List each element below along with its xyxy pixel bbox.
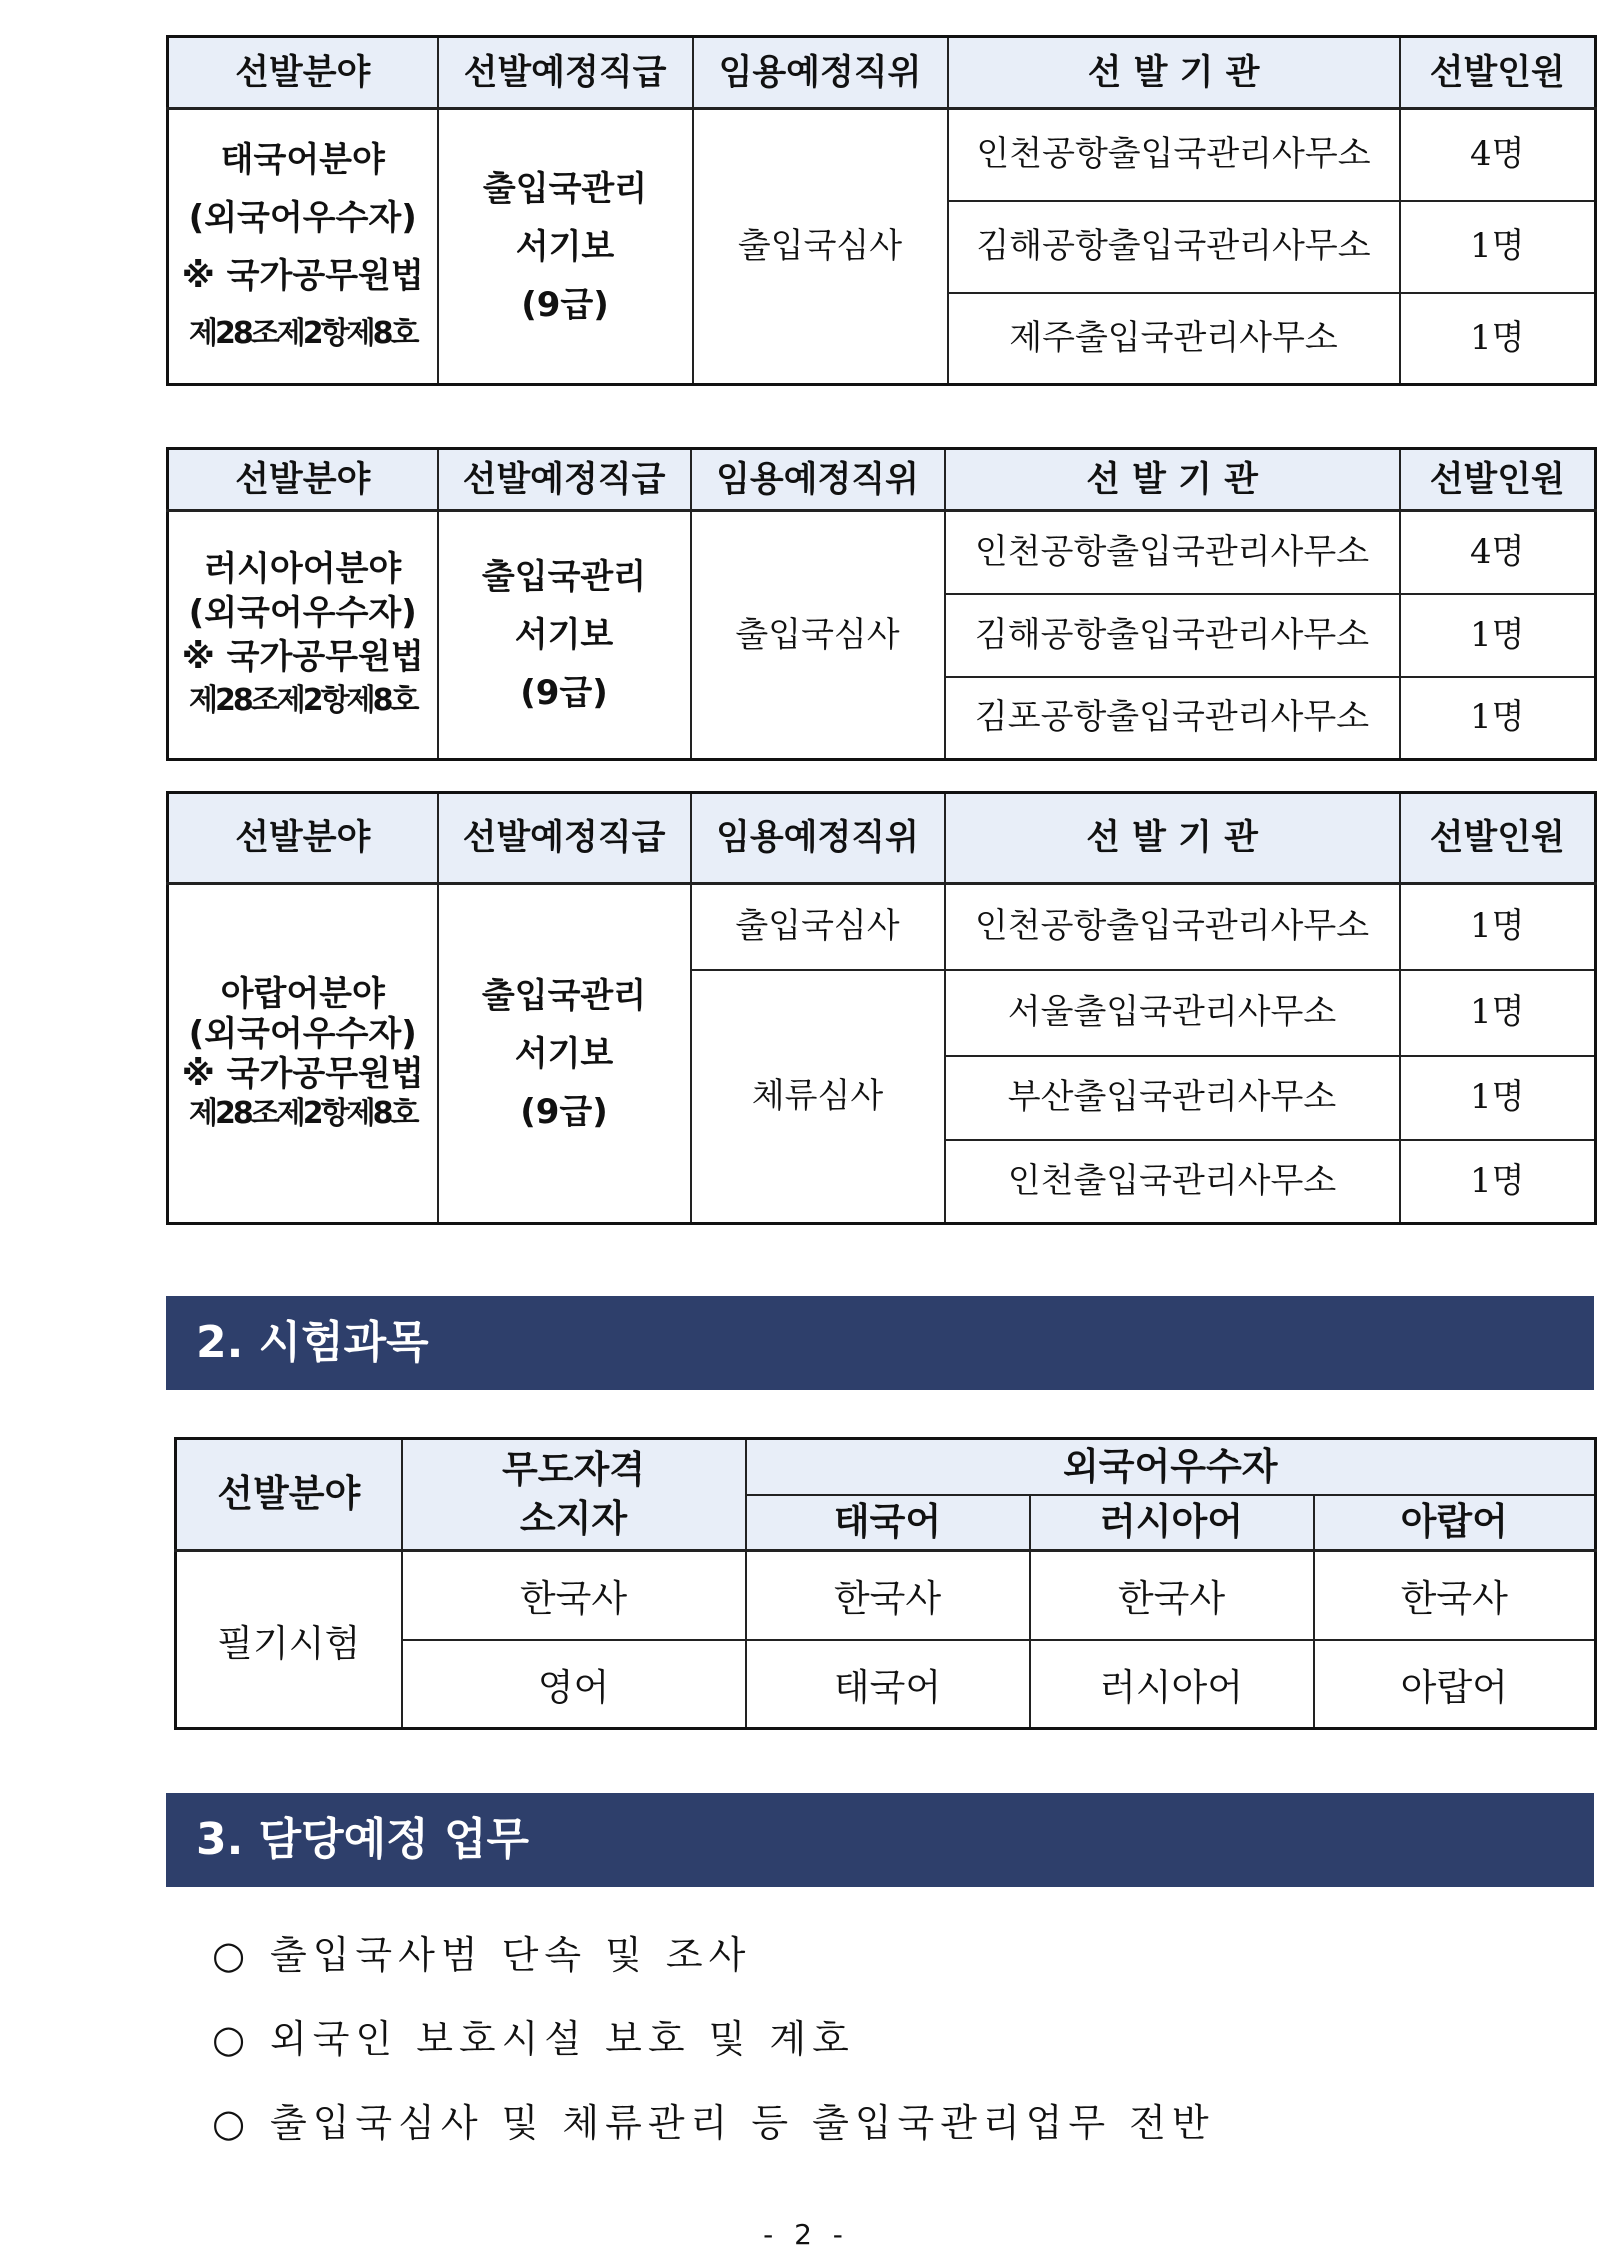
table-row	[168, 511, 1596, 594]
count-cell: 1명	[1400, 1140, 1596, 1224]
grade-line: 출입국관리	[481, 975, 647, 1016]
field-qualifier: (외국어우수자)	[188, 1013, 417, 1054]
section-title-exam-subjects: 2. 시험과목	[166, 1296, 1594, 1390]
position-cell: 출입국심사	[693, 109, 948, 385]
selection-table-arabic	[166, 791, 1597, 1225]
grade-line: 서기보	[514, 615, 614, 655]
header-grade: 선발예정직급	[438, 37, 693, 109]
subject-cell: 한국사	[1314, 1551, 1596, 1640]
duty-text: 출입국사범 단속 및 조사	[270, 1933, 752, 1977]
position-cell: 출입국심사	[691, 884, 945, 970]
table-header-row	[168, 793, 1596, 884]
header-language-thai: 태국어	[746, 1495, 1030, 1551]
agency-cell: 제주출입국관리사무소	[948, 293, 1400, 385]
header-line: 소지자	[519, 1496, 628, 1540]
subject-cell: 태국어	[746, 1640, 1030, 1729]
header-position: 임용예정직위	[691, 793, 945, 884]
agency-cell: 인천출입국관리사무소	[945, 1140, 1400, 1224]
exam-subjects-table	[174, 1437, 1597, 1730]
grade-line: 출입국관리	[482, 168, 648, 209]
count-cell: 1명	[1400, 970, 1596, 1056]
count-cell: 4명	[1400, 511, 1596, 594]
header-position: 임용예정직위	[691, 449, 945, 511]
field-law: ※ 국가공무원법	[181, 637, 424, 677]
field-law: ※ 국가공무원법	[181, 255, 424, 296]
grade-line: 서기보	[515, 226, 615, 267]
table-header-row	[168, 37, 1596, 109]
field-qualifier: (외국어우수자)	[188, 593, 417, 633]
table-header-row	[168, 449, 1596, 511]
header-field: 선발분야	[176, 1439, 402, 1551]
field-law-article: 제28조제2항제8호	[189, 315, 417, 351]
duty-text: 외국인 보호시설 보호 및 계호	[270, 2017, 855, 2061]
count-cell: 1명	[1400, 1056, 1596, 1140]
field-law: ※ 국가공무원법	[181, 1053, 424, 1094]
list-item	[212, 2009, 1215, 2093]
duty-text: 출입국심사 및 체류관리 등 출입국관리업무 전반	[270, 2101, 1215, 2145]
field-name: 태국어분야	[220, 139, 385, 180]
field-law-article: 제28조제2항제8호	[189, 1095, 417, 1131]
field-cell	[168, 511, 438, 760]
agency-cell: 부산출입국관리사무소	[945, 1056, 1400, 1140]
section-title-duties: 3. 담당예정 업무	[166, 1793, 1594, 1887]
header-language-russian: 러시아어	[1030, 1495, 1314, 1551]
grade-cell	[438, 884, 691, 1224]
header-agency: 선 발 기 관	[945, 793, 1400, 884]
circle-bullet-icon: ○	[212, 2101, 246, 2145]
grade-line: (9급)	[520, 1091, 608, 1132]
header-field: 선발분야	[168, 37, 438, 109]
grade-cell	[438, 511, 691, 760]
page-number: - 2 -	[763, 2218, 849, 2251]
agency-cell: 인천공항출입국관리사무소	[948, 109, 1400, 201]
field-name: 아랍어분야	[220, 973, 385, 1014]
header-field: 선발분야	[168, 449, 438, 511]
count-cell: 1명	[1400, 594, 1596, 677]
header-language-arabic: 아랍어	[1314, 1495, 1596, 1551]
position-cell: 출입국심사	[691, 511, 945, 760]
agency-cell: 인천공항출입국관리사무소	[945, 884, 1400, 970]
header-martial-arts-qualified	[402, 1439, 746, 1551]
subject-cell: 한국사	[746, 1551, 1030, 1640]
agency-cell: 김해공항출입국관리사무소	[945, 594, 1400, 677]
field-law-article: 제28조제2항제8호	[189, 683, 417, 718]
header-position: 임용예정직위	[693, 37, 948, 109]
header-agency: 선 발 기 관	[948, 37, 1400, 109]
field-name: 러시아어분야	[204, 549, 402, 589]
field-qualifier: (외국어우수자)	[188, 197, 417, 238]
field-cell	[168, 109, 438, 385]
count-cell: 1명	[1400, 677, 1596, 760]
agency-cell: 서울출입국관리사무소	[945, 970, 1400, 1056]
agency-cell: 인천공항출입국관리사무소	[945, 511, 1400, 594]
table-row	[168, 109, 1596, 201]
agency-cell: 김해공항출입국관리사무소	[948, 201, 1400, 293]
header-foreign-language-excellent: 외국어우수자	[746, 1439, 1596, 1495]
grade-line: 서기보	[514, 1033, 614, 1074]
count-cell: 4명	[1400, 109, 1596, 201]
circle-bullet-icon: ○	[212, 2017, 246, 2061]
header-line: 무도자격	[502, 1448, 645, 1492]
table-row	[176, 1551, 1596, 1640]
subject-cell: 한국사	[402, 1551, 746, 1640]
selection-table-thai	[166, 35, 1597, 386]
selection-table-russian	[166, 447, 1597, 761]
subject-cell: 아랍어	[1314, 1640, 1596, 1729]
grade-line: 출입국관리	[481, 557, 647, 597]
row-label-written-exam: 필기시험	[176, 1551, 402, 1729]
table-row	[168, 884, 1596, 970]
header-count: 선발인원	[1400, 37, 1596, 109]
field-cell	[168, 884, 438, 1224]
count-cell: 1명	[1400, 884, 1596, 970]
header-grade: 선발예정직급	[438, 449, 691, 511]
count-cell: 1명	[1400, 293, 1596, 385]
header-count: 선발인원	[1400, 793, 1596, 884]
agency-cell: 김포공항출입국관리사무소	[945, 677, 1400, 760]
subject-cell: 영어	[402, 1640, 746, 1729]
header-count: 선발인원	[1400, 449, 1596, 511]
position-cell: 체류심사	[691, 970, 945, 1224]
grade-cell	[438, 109, 693, 385]
list-item	[212, 2093, 1215, 2177]
table-header-row	[176, 1439, 1596, 1495]
list-item	[212, 1925, 1215, 2009]
header-field: 선발분야	[168, 793, 438, 884]
circle-bullet-icon: ○	[212, 1933, 246, 1977]
duties-list	[212, 1925, 1215, 2177]
grade-line: (9급)	[520, 673, 608, 713]
subject-cell: 한국사	[1030, 1551, 1314, 1640]
grade-line: (9급)	[521, 284, 609, 325]
count-cell: 1명	[1400, 201, 1596, 293]
subject-cell: 러시아어	[1030, 1640, 1314, 1729]
header-grade: 선발예정직급	[438, 793, 691, 884]
header-agency: 선 발 기 관	[945, 449, 1400, 511]
